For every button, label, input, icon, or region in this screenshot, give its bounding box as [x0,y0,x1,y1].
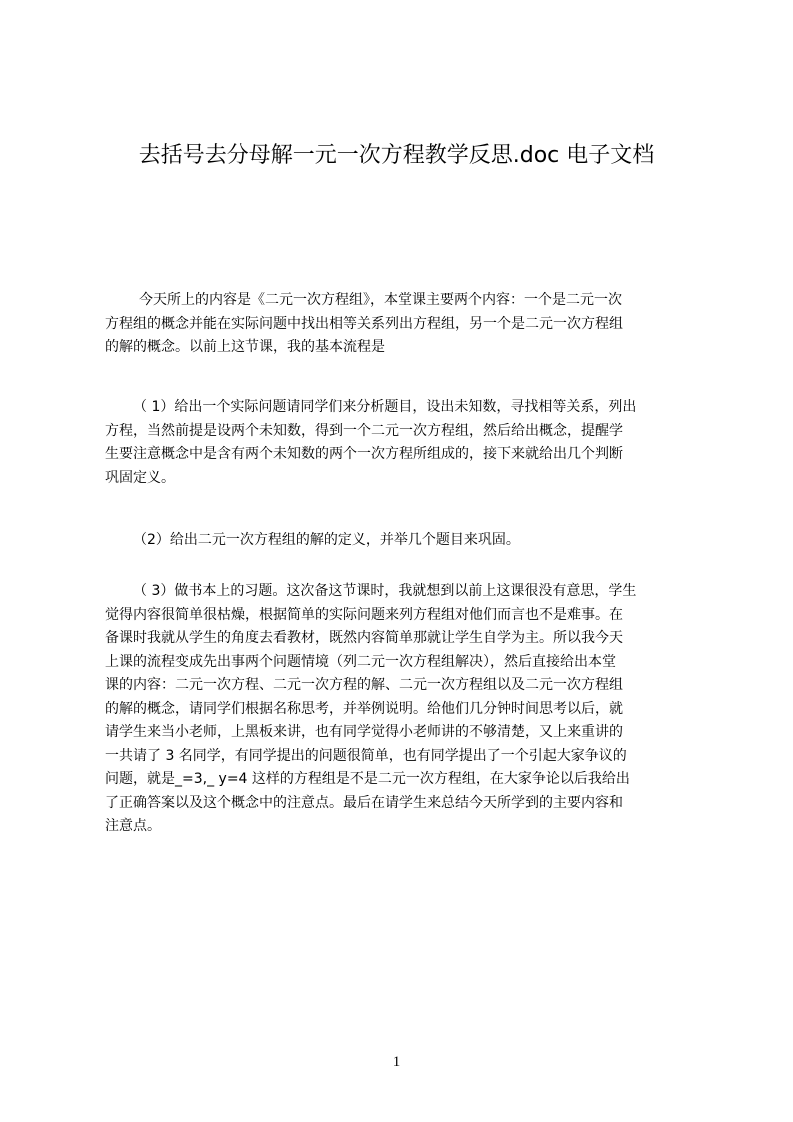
text-line: （ 3）做书本上的习题。这次备这节课时，我就想到以前上这课很没有意思，学生 [133,583,637,599]
text-line: 请学生来当小老师，上黑板来讲，也有同学觉得小老师讲的不够清楚，又上来重讲的 [105,724,623,740]
text-line: 方程，当然前提是设两个未知数，得到一个二元一次方程组，然后给出概念，提醒学 [105,422,623,439]
paragraph-step-1 [105,396,697,490]
text-line: 课的内容：二元一次方程、二元一次方程的解、二元一次方程组以及二元一次方程组 [105,677,623,693]
paragraph-step-3 [105,580,697,839]
document-title: 去括号去分母解一元一次方程教学反思.doc 电子文档 [138,143,655,168]
text-line: 的解的概念，请同学们根据名称思考，并举例说明。给他们几分钟时间思考以后，就 [105,700,623,717]
text-line: 今天所上的内容是《二元一次方程组》，本堂课主要两个内容：一个是二元一次 [139,292,622,308]
text-line: 了正确答案以及这个概念中的注意点。最后在请学生来总结今天所学到的主要内容和 [105,794,623,811]
text-line: 生要注意概念中是含有两个未知数的两个一次方程所组成的，接下来就给出几个判断 [105,446,623,462]
text-line: 注意点。 [105,818,161,834]
text-line: 上课的流程变成先出事两个问题情境（列二元一次方程组解决），然后直接给出本堂 [105,653,616,670]
text-line: 问题，就是_=3,_ y=4 这样的方程组是不是二元一次方程组，在大家争论以后我给出 [105,771,630,787]
text-line: （2）给出二元一次方程组的解的定义，并举几个题目来巩固。 [133,532,520,548]
text-line: （ 1）给出一个实际问题请同学们来分析题目，设出未知数，寻找相等关系，列出 [133,399,637,415]
text-line: 备课时我就从学生的角度去看教材，既然内容简单那就让学生自学为主。所以我今天 [105,630,623,646]
text-line: 巩固定义。 [105,469,175,486]
paragraph-step-2 [105,529,697,553]
text-line: 的解的概念。以前上这节课，我的基本流程是 [105,339,385,355]
text-line: 一共请了 3 名同学，有同学提出的问题很简单，也有同学提出了一个引起大家争议的 [105,747,627,764]
text-line: 觉得内容很简单很枯燥，根据简单的实际问题来列方程组对他们而言也不是难事。在 [105,606,623,623]
page-number: 1 [392,1054,401,1070]
paragraph-intro [105,289,697,360]
text-line: 方程组的概念并能在实际问题中找出相等关系列出方程组，另一个是二元一次方程组 [105,315,623,332]
